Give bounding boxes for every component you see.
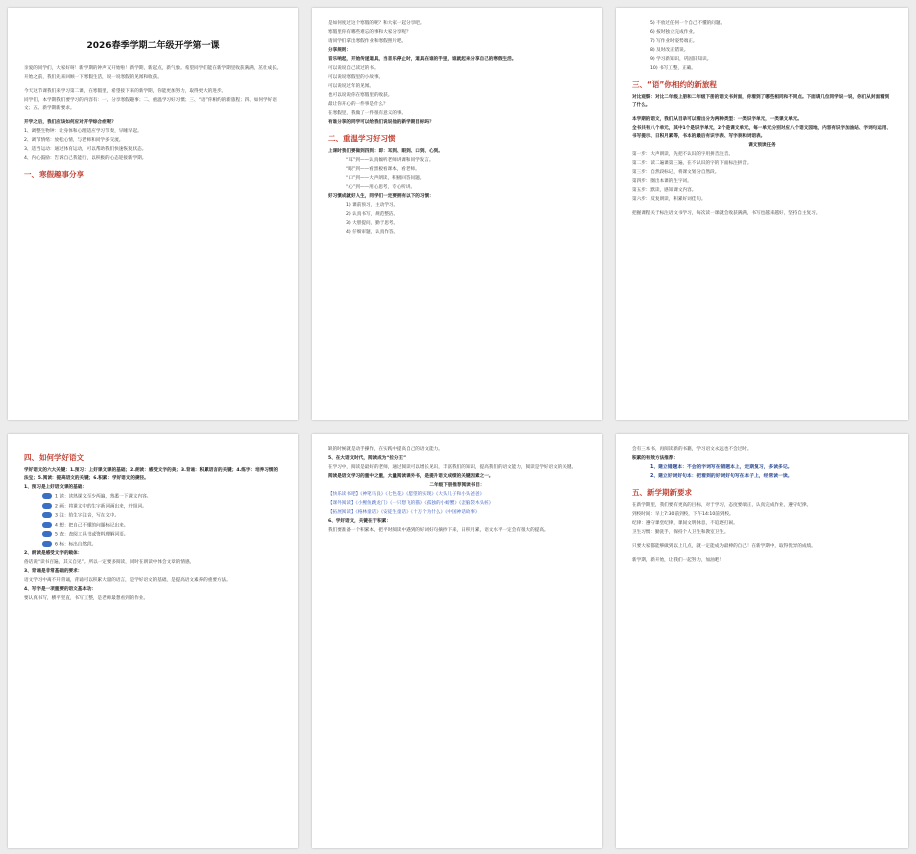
booklist-title: 二年级下册推荐阅读书目： [429, 483, 485, 488]
sub-heading: 3、背诵是非常基础的要求： [24, 569, 83, 574]
section-heading-3: 三、“语”你相约的新旅程 [632, 80, 717, 89]
habit-item: 3) 大胆提问，勤于思考。 [346, 221, 399, 226]
habit-item: 6) 按时独立完成作业。 [650, 30, 698, 35]
paragraph: 语文学习中离不开背诵，背诵可以积累大量的语言，是学好语文的基础，是提高语文素养的重要方法。 [24, 578, 231, 583]
list-item [24, 493, 282, 502]
habit-item: 8) 及时改正错误。 [650, 48, 689, 53]
paragraph: 4、内心鼓励：告诉自己我能行，以积极的心态迎接新学期。 [24, 156, 147, 161]
paragraph: 全书共有八个单元，其中1个是识字单元，2个是课文单元，每一单元分别对应八个语文园地，内容有识字加油站、字词句运用、书写提示、日积月累等，书本的最后有识字表、写字表和词语表。 [632, 126, 892, 139]
paragraph: 开始之前，我们先来回顾一下寒假生活，说一说寒假的见闻和收获。 [24, 75, 162, 80]
sub-heading: 4、写字是一项重要的语文基本功： [24, 587, 97, 592]
list-item [632, 473, 892, 481]
step: 第一步：大声朗读，先把不认识的字用拼音注音。 [632, 152, 734, 157]
paragraph: 我们要准备一个积累本，把平时阅读中遇到的好词好句摘抄下来，日积月累，语文水平一定会有很大的提高。 [328, 528, 549, 533]
paragraph: 同学们，本学期我们要学习的内容有：一、分享寒假趣事；二、重温学习好习惯；三、“语”你相约的新旅程；四、如何学好语文；五、新学期新要求。 [24, 98, 277, 111]
line: 有谁分享的同学可以给我们说说他的新学期目标吗？ [328, 120, 434, 125]
sub-heading: 1、预习是上好语文课的基础： [24, 485, 87, 490]
list-text: 3 注：给生字注音，写在文中。 [55, 513, 120, 519]
paragraph: 要认真书写，横平竖直，书写工整，是老师最想看到的作业。 [24, 596, 149, 601]
book-list: 【课外阅读】《小鲤鱼跳龙门》《一只想飞的猫》《孤独的小螃蟹》《歪脑袋木头桩》 [328, 501, 494, 506]
bullet-badge-icon [42, 531, 52, 537]
bullet-badge-icon [42, 522, 52, 528]
list-item [24, 522, 282, 531]
list-item [24, 512, 282, 521]
paragraph: 2、调节情绪：放松心情，与老师和同学多交流。 [24, 138, 124, 143]
habit-item: 9) 学习新知识，巩固旧知识。 [650, 57, 712, 62]
requirement: 纪律：遵守课堂纪律，课间文明休息，不追逐打闹。 [632, 521, 738, 526]
line: 也可以说说你在寒假里的收获。 [328, 93, 393, 98]
requirement: 卫生习惯：勤洗手，保持个人卫生和教室卫生。 [632, 530, 729, 535]
habit-item: 7) 写作业时姿势端正。 [650, 39, 698, 44]
document-page-3 [616, 8, 908, 420]
paragraph: 只要大家都能够做到以上几点，就一定能成为最棒的自己！在新学期中，取得优异的成绩。 [632, 544, 816, 549]
method-text: 1、建立错题本：不会的字词写在错题本上，定期复习，多读多记。 [650, 465, 793, 470]
sub-heading: 6、学好语文，关键在于积累： [328, 519, 391, 524]
habit-item: 2) 认真书写，规范整洁。 [346, 212, 399, 217]
paragraph: 本学期的语文，我们从目录可以看出分为两种类型：一类识字单元，一类课文单元。 [632, 117, 802, 122]
bullet-badge-icon [42, 541, 52, 547]
section-heading-4: 四、如何学好语文 [24, 453, 84, 462]
step: 第六步：反复朗读，积累好词佳句。 [632, 197, 706, 202]
paragraph: 对比观察：对比二年级上册和二年级下册的语文书封面，你看到了哪些相同和不同点。下面请几位同学说一说，你们从封面看到了什么。 [632, 95, 890, 108]
list-text: 1 读：读熟课文至少两遍，熟悉一下课文内容。 [55, 494, 152, 500]
step: 第四步：圈出本课的生字词。 [632, 179, 692, 184]
document-page-4 [8, 434, 298, 848]
document-title: 2026春季学期二年级开学第一课 [86, 41, 220, 51]
line: 在寒假里，我做了一件很有意义的事。 [328, 111, 407, 116]
paragraph: 会有三本书，再阅读新的书籍，学习语文永远也不会过时。 [632, 447, 752, 452]
paragraph: 新学期，新开始，让我们一起努力，加油吧！ [632, 558, 724, 563]
section-heading-5: 五、新学期新要求 [632, 488, 692, 497]
paragraph-question: 开学之后，我们应该如何应对开学综合症呢？ [24, 120, 116, 125]
sub-heading: 积累的有效方法推荐： [632, 456, 678, 461]
method-text: 2、建立好词好句本：把看到的好词好句写在本子上，经常读一读。 [650, 474, 793, 479]
line: 音乐响起，开始传递道具，当音乐停止时，道具在谁的手里，谁就起来分享自己的寒假生活。 [328, 57, 517, 62]
section-heading-1: 一、寒假趣事分享 [24, 170, 84, 179]
bullet-badge-icon [42, 493, 52, 499]
bullet-badge-icon [42, 512, 52, 518]
paragraph: 3、适当运动：通过体育运动，可以帮助我们快速恢复状态。 [24, 147, 147, 152]
habit-item: 10) 书写工整，正确。 [650, 66, 696, 71]
line: 分享规则： [328, 48, 351, 53]
lead: 上课时我们要做到四到：即：耳到、眼到、口到、心到。 [328, 149, 443, 154]
line: 可以说说过年的见闻。 [328, 84, 374, 89]
list-item [632, 464, 892, 472]
rule: 好习惯成就好人生，同学们一定要拥有以下的习惯： [328, 194, 434, 199]
list-item [24, 531, 282, 540]
paragraph: 阅读是语文学习的重中之重，大量阅读课外书，是提升语文成绩的关键因素之一。 [328, 474, 494, 479]
paragraph: 在新学期里，我们要有更高的目标，对于学习，态度要端正，认真完成作业，遵守纪律。 [632, 503, 812, 508]
paragraph: 在学习中，阅读是最好的老师，通过阅读可以增长见识，丰富我们的知识，提高我们的语文能力，阅读是学好语文的关键。 [328, 465, 577, 470]
line: 是如何度过这个寒假的呢？和大家一起分享吧。 [328, 21, 425, 26]
lead: 学好语文的六大关键：1.预习：上好课文课的基础；2.朗读：感受文字的美；3.背诵：积累语言的关键；4.练字：培养习惯的法宝；5.阅读：提高语文的关键；6.积累：学好语文的捷径。 [24, 468, 279, 481]
list-text: 2 画：将课文中的生字新词画出来，并组词。 [55, 504, 147, 509]
paragraph: 把握课程关于标注语文书学习，每次读一课就会收获满满，书写也越来越好，坚持自主复习。 [632, 211, 821, 216]
step: 第三步：自然段标记，将课文划分自然段。 [632, 170, 720, 175]
list-item: “口”到——大声朗读，积极回答问题。 [346, 176, 425, 181]
document-page-1 [8, 8, 298, 420]
document-page-5 [312, 434, 602, 848]
list-item: “心”到——用心思考，专心听讲。 [346, 185, 416, 190]
list-item [24, 503, 282, 512]
line: 请同学们拿出寒假作业和寒假照片吧。 [328, 39, 407, 44]
book-list: 【快乐读书吧】《神笔马良》《七色花》《愿望的实现》《大头儿子和小头爸爸》 [328, 492, 485, 497]
sub-heading: 5、在大语文时代，阅读成为“拉分王” [328, 456, 407, 461]
habit-item: 1) 课前预习，主动学习。 [346, 203, 399, 208]
paragraph: 1、调整生物钟：让身体和心理适应学习节奏，早睡早起。 [24, 129, 142, 134]
line: 可以说说自己读过的书。 [328, 66, 379, 71]
paragraph: 今天这节课我们来学习第二课，在寒假里，希望接下来的新学期，你能更加努力，取得更大的进步。 [24, 89, 227, 94]
habit-item: 5) 不放过任何一个自己不懂的问题。 [650, 21, 726, 26]
bullet-badge-icon [42, 503, 52, 509]
requirement: 到校时间：早上7:30前到校，下午14:10前到校。 [632, 512, 734, 517]
list-text: 6 标：标出自然段。 [55, 542, 97, 547]
step: 第五步：默读，感知课文内容。 [632, 188, 697, 193]
document-page-6 [616, 434, 908, 848]
sub-heading: 2、朗读是感受文字的载体： [24, 551, 83, 556]
book-list: 【拓展阅读】《格林童话》《安徒生童话》《十万个为什么》《中国神话故事》 [328, 510, 480, 515]
document-page-2 [312, 8, 602, 420]
paragraph: 缺的时候就是动手操作，在实践中提高自己的语文能力。 [328, 447, 443, 452]
line: 可以说说寒假里的小故事。 [328, 75, 384, 80]
list-item [24, 541, 282, 550]
paragraph: 俗话说“读书百遍，其义自见”。所以一定要多阅读，同时在朗读中体会文章的情感。 [24, 560, 195, 565]
section-heading-2: 二、重温学习好习惯 [328, 134, 396, 143]
list-item: “眼”到——看黑板看课本，看老师。 [346, 167, 420, 172]
habit-item: 4) 仔细审题，认真作答。 [346, 230, 399, 235]
step: 第二步：读二遍课第三遍，在不认识的字的下面标注拼音。 [632, 161, 752, 166]
task-title: 课文预读任务 [748, 143, 776, 148]
line: 最让你开心的一件事是什么？ [328, 102, 388, 107]
list-item: “耳”到——认真倾听老师讲课和同学发言。 [346, 158, 434, 163]
line: 寒假里你有哪些难忘的事和大家分享呢？ [328, 30, 411, 35]
paragraph: 亲爱的同学们，大家好呀！新学期的钟声又开始啦！新学期，新起点，新气象。希望同学们能在新学期里收获满满，茁壮成长。 [24, 66, 282, 71]
list-text: 4 想：把自己不懂的问题标记出来。 [55, 523, 129, 528]
list-text: 5 查：查阅工具书或资料理解词语。 [55, 532, 129, 538]
